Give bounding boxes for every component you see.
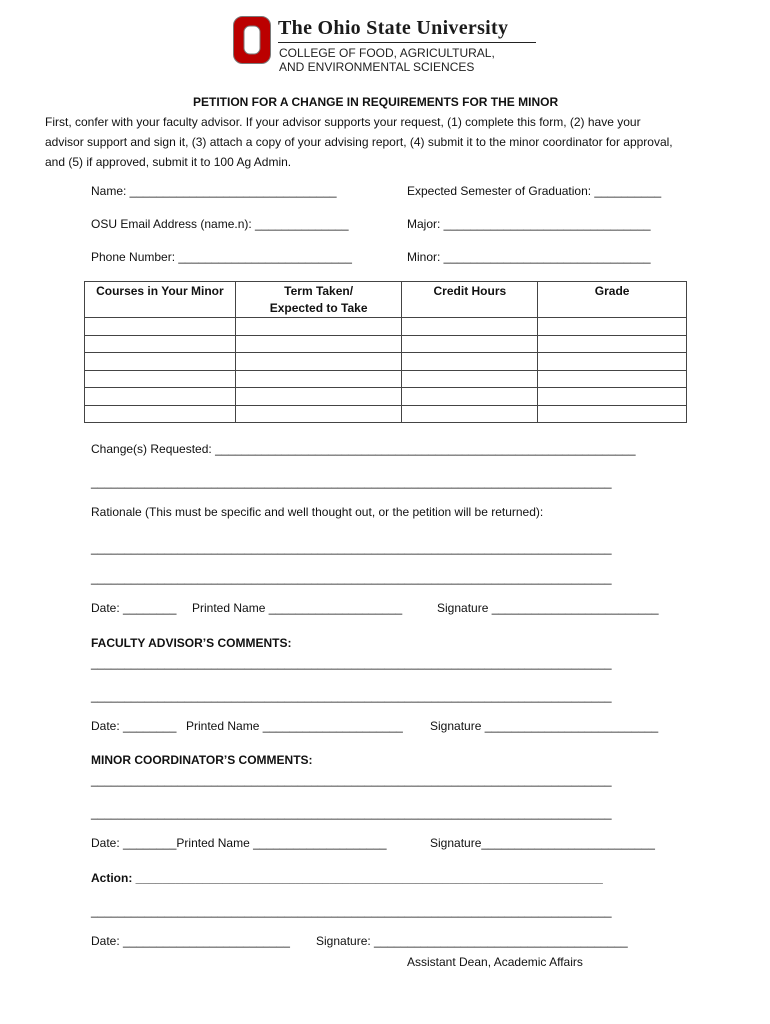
faculty-printed-name-field[interactable]: Printed Name _____________________ [186, 719, 403, 733]
email-field[interactable]: OSU Email Address (name.n): ______________ [91, 217, 349, 231]
student-signature-field[interactable]: Signature _________________________ [437, 601, 659, 615]
minor-field[interactable]: Minor: _______________________________ [407, 250, 651, 264]
table-cell[interactable] [235, 335, 402, 353]
faculty-comment-line-1[interactable]: ______________________________________________________________________________ [91, 656, 612, 670]
phone-field[interactable]: Phone Number: __________________________ [91, 250, 352, 264]
faculty-comments-heading: FACULTY ADVISOR’S COMMENTS: [91, 636, 292, 650]
intro-line-1: First, confer with your faculty advisor. If your advisor supports your request, (1) complete this form, (2) have your [45, 115, 641, 129]
col-header-credit-hours: Credit Hours [402, 282, 538, 318]
table-row[interactable] [85, 335, 687, 353]
table-cell[interactable] [235, 405, 402, 423]
table-row[interactable] [85, 353, 687, 371]
table-cell[interactable] [538, 388, 687, 406]
table-row[interactable] [85, 318, 687, 336]
table-cell[interactable] [235, 388, 402, 406]
ohio-state-block-o-logo [233, 16, 271, 64]
intro-line-3: and (5) if approved, submit it to 100 Ag Admin. [45, 155, 292, 169]
faculty-signature-field[interactable]: Signature __________________________ [430, 719, 659, 733]
table-cell[interactable] [235, 318, 402, 336]
col-header-courses: Courses in Your Minor [85, 282, 236, 318]
action-blank-line[interactable]: ______________________________________________________________________________ [91, 904, 612, 918]
table-row[interactable] [85, 405, 687, 423]
table-cell[interactable] [538, 353, 687, 371]
changes-requested-field[interactable]: Change(s) Requested: _______________________________________________________________ [91, 442, 636, 456]
table-cell[interactable] [85, 335, 236, 353]
major-field[interactable]: Major: _______________________________ [407, 217, 651, 231]
table-row[interactable] [85, 370, 687, 388]
table-header-row [85, 282, 687, 318]
table-cell[interactable] [538, 318, 687, 336]
table-cell[interactable] [85, 370, 236, 388]
courses-table [84, 281, 687, 423]
dean-signature-field[interactable]: Signature: ______________________________________ [316, 934, 628, 948]
table-cell[interactable] [538, 370, 687, 388]
coordinator-signature-field[interactable]: Signature__________________________ [430, 836, 655, 850]
col-header-grade: Grade [538, 282, 687, 318]
table-cell[interactable] [538, 405, 687, 423]
rationale-line-1[interactable]: ______________________________________________________________________________ [91, 541, 612, 555]
university-name: The Ohio State University [278, 17, 509, 39]
student-date-field[interactable]: Date: ________ [91, 601, 177, 615]
rationale-line-2[interactable]: ______________________________________________________________________________ [91, 571, 612, 585]
faculty-date-field[interactable]: Date: ________ [91, 719, 177, 733]
form-title: PETITION FOR A CHANGE IN REQUIREMENTS FOR THE MINOR [193, 95, 559, 109]
changes-blank-line[interactable]: ______________________________________________________________________________ [91, 475, 612, 489]
table-cell[interactable] [402, 370, 538, 388]
coordinator-comments-heading: MINOR COORDINATOR’S COMMENTS: [91, 753, 313, 767]
college-name-line1: COLLEGE OF FOOD, AGRICULTURAL, [279, 46, 495, 60]
table-cell[interactable] [85, 353, 236, 371]
table-cell[interactable] [85, 405, 236, 423]
table-cell[interactable] [402, 405, 538, 423]
dean-title: Assistant Dean, Academic Affairs [407, 955, 583, 969]
col-header-term [235, 282, 402, 318]
coordinator-comment-line-1[interactable]: ______________________________________________________________________________ [91, 773, 612, 787]
student-printed-name-field[interactable]: Printed Name ____________________ [192, 601, 403, 615]
table-cell[interactable] [402, 335, 538, 353]
table-cell[interactable] [402, 388, 538, 406]
action-field[interactable]: Action: ______________________________________________________________________ [91, 871, 603, 885]
table-cell[interactable] [402, 353, 538, 371]
table-cell[interactable] [235, 353, 402, 371]
col-header-term-line1: Term Taken/ [284, 284, 354, 298]
table-cell[interactable] [235, 370, 402, 388]
table-cell[interactable] [85, 388, 236, 406]
college-name-line2: AND ENVIRONMENTAL SCIENCES [279, 60, 475, 74]
dean-date-field[interactable]: Date: _________________________ [91, 934, 290, 948]
col-header-term-line2: Expected to Take [269, 301, 368, 315]
table-cell[interactable] [85, 318, 236, 336]
intro-line-2: advisor support and sign it, (3) attach a copy of your advising report, (4) submit it to the minor coordinator for approval, [45, 135, 673, 149]
table-row[interactable] [85, 388, 687, 406]
coordinator-comment-line-2[interactable]: ______________________________________________________________________________ [91, 806, 612, 820]
faculty-comment-line-2[interactable]: ______________________________________________________________________________ [91, 689, 612, 703]
table-cell[interactable] [402, 318, 538, 336]
coordinator-date-printed-field[interactable]: Date: ________Printed Name ____________________ [91, 836, 387, 850]
rationale-label: Rationale (This must be specific and well thought out, or the petition will be returned): [91, 505, 544, 519]
header-divider [278, 42, 536, 43]
table-cell[interactable] [538, 335, 687, 353]
name-field[interactable]: Name: _______________________________ [91, 184, 337, 198]
graduation-semester-field[interactable]: Expected Semester of Graduation: __________ [407, 184, 662, 198]
